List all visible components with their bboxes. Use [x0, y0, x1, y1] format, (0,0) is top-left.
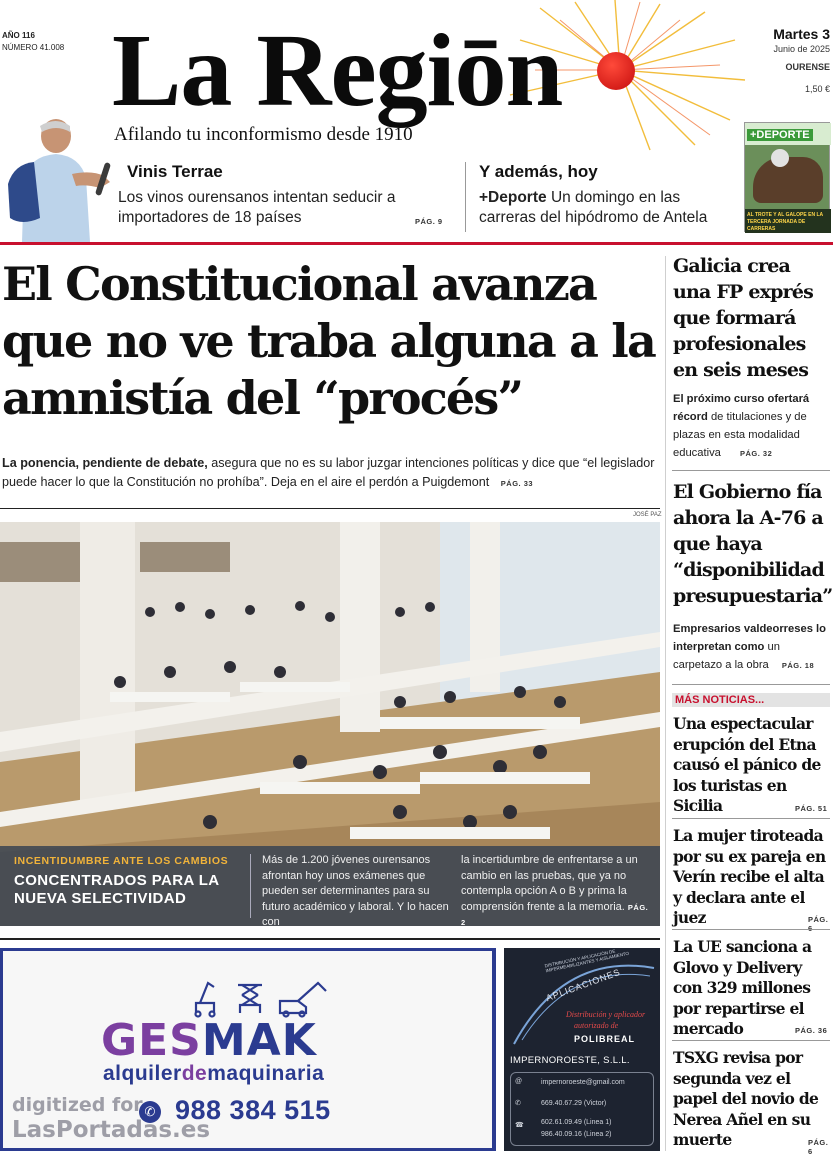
sidebar-sub-fp [673, 390, 831, 463]
ad-impernoroeste[interactable] [504, 948, 660, 1151]
watermark-line1: digitized for [12, 1094, 143, 1116]
lead-standfirst [2, 454, 662, 493]
more-news-rule-1 [672, 818, 830, 819]
imper-phone2[interactable]: 602.61.09.49 (Linea 1) [541, 1119, 612, 1126]
more-news-etna[interactable]: Una espectacular erupción del Etna causó el pánico de los turistas en Sicilia [673, 714, 821, 815]
price: 1,50 € [804, 84, 830, 94]
supplement-text: AL TROTE Y AL GALOPE EN LA TERCERA JORNADA DE CARRERAS [745, 209, 831, 233]
teaser-divider [465, 162, 466, 232]
caption-text-col2-body: la incertidumbre de enfrentarse a un cambio en las pruebas, que ya no contempla opción A o B y prima la comprensión frente a la memoria. [461, 854, 638, 913]
teaser-kicker-deporte: +Deporte [479, 189, 547, 206]
page-ref-vinis: PÁG. 9 [415, 217, 443, 226]
watermark [12, 1094, 210, 1144]
teaser-title-vinis[interactable]: Vinis Terrae [127, 162, 223, 181]
more-news-verin-page: PÁG. [808, 915, 829, 924]
teaser-text-vinis: Los vinos ourensanos intentan seducir a importadores de 18 países [118, 189, 396, 226]
more-news-glovo[interactable]: La UE sanciona a Glovo y Delivery con 329 millones por repartirse el mercado [673, 937, 812, 1038]
imper-brand: POLIBREAL [574, 1034, 636, 1044]
photo-caption-bar [0, 846, 660, 926]
date-day: Martes 3 [773, 26, 830, 42]
lead-standfirst-text: asegura que no es su labor juzgar intenciones políticas y dice que “el legislador puede hacer lo que la Constitución no prohíba”. Deja en el aire el perdón a Puigdemont [2, 456, 655, 489]
imper-landline-icon: ☎ [515, 1122, 524, 1129]
gesmak-sub-c: maquinaria [207, 1062, 325, 1085]
year-label: AÑO 116 [2, 31, 35, 40]
caption-title[interactable]: CONCENTRADOS PARA LA NUEVA SELECTIVIDAD [14, 872, 219, 907]
lead-headline[interactable]: El Constitucional avanza que no ve traba alguna a la amnistía del “procés” [2, 257, 655, 425]
teaser-title-ademas[interactable]: Y además, hoy [479, 162, 598, 181]
imper-company: IMPERNOROESTE, S.L.L. [510, 1055, 630, 1066]
sidebar-rule-1 [672, 470, 830, 471]
sidebar-sub-a76-text: un carpetazo a la obra [673, 641, 780, 671]
caption-divider [250, 854, 251, 918]
more-news-rule-2 [672, 929, 830, 930]
gesmak-brand [101, 1017, 317, 1065]
imper-mail-icon: @ [515, 1078, 523, 1085]
teaser-text-ademas [479, 188, 741, 228]
sidebar-sub-fp-bold1: El próximo curso ofertará [673, 393, 810, 405]
edition-city: OURENSE [785, 62, 830, 72]
imper-phone-icon: ✆ [515, 1100, 521, 1107]
lead-rule [0, 508, 660, 509]
sidebar-divider [665, 256, 666, 1151]
supplement-thumbnail[interactable] [744, 122, 830, 232]
more-news-label: MÁS NOTICIAS... [672, 693, 830, 707]
sidebar-page-a76: PÁG. 18 [781, 661, 815, 670]
more-news-etna-page: PÁG. 51 [795, 804, 828, 813]
sidebar-page-fp: PÁG. 32 [740, 449, 773, 458]
masthead-red-rule [0, 242, 833, 245]
gesmak-subtitle [103, 1062, 324, 1086]
sidebar-sub-fp-text: de titulaciones y de plazas en esta modalidad educativa [673, 411, 807, 459]
lead-page-ref: PÁG. 33 [500, 479, 534, 488]
watermark-line2: LasPortadas.es [12, 1117, 211, 1143]
imper-contact-box [510, 1072, 654, 1146]
sidebar-sub-a76-bold: Empresarios valdeorreses lo interpretan como [673, 623, 826, 653]
lead-standfirst-bold: La ponencia, pendiente de debate, [2, 456, 208, 470]
machinery-icons [188, 977, 338, 1017]
gesmak-brand-a: GES [101, 1015, 202, 1066]
more-news-rule-3 [672, 1040, 830, 1041]
gesmak-brand-b: MAK [201, 1015, 317, 1066]
imper-phone3[interactable]: 986.40.09.16 (Linea 2) [541, 1131, 612, 1138]
sidebar-sub-fp-bold2: récord [673, 411, 708, 423]
caption-kicker: INCENTIDUMBRE ANTE LOS CAMBIOS [14, 855, 229, 867]
tagline: Afilando tu inconformismo desde 1910 [114, 124, 413, 145]
imper-tag2: autorizado de [574, 1021, 619, 1030]
imper-phone1[interactable]: 669.40.67.29 (Victor) [541, 1100, 607, 1107]
gesmak-sub-a: alquiler [103, 1062, 182, 1085]
gesmak-phone[interactable]: 988 384 515 [175, 1095, 331, 1125]
imper-tag1: Distribución y aplicador [566, 1010, 646, 1019]
caption-text-col1: Más de 1.200 jóvenes ourensanos afrontan hoy unos exámenes que pueden ser determinantes para su futuro académico y laboral. Y lo hacen con [262, 854, 449, 928]
edition-meta [2, 30, 64, 54]
imper-email[interactable]: impernoroeste@gmail.com [541, 1079, 625, 1086]
sidebar-rule-2 [672, 684, 830, 685]
photo-credit: JOSÉ PAZ [633, 512, 662, 518]
ad-top-rule [0, 938, 660, 940]
caption-text-col2 [461, 853, 651, 931]
imper-arc-top: DISTRIBUCIÓN Y APLICACIÓN DE IMPERMEABILIZANTES Y AISLAMIENTO [544, 948, 630, 974]
phone-icon: ✆ [139, 1101, 161, 1123]
sidebar-headline-fp[interactable]: Galicia crea una FP exprés que formará profesionales en seis meses [673, 255, 814, 381]
more-news-tsxg-page: PÁG. 6 [808, 1138, 829, 1156]
logo-red-dot [597, 52, 635, 90]
teaser-body-deporte: Un domingo en las carreras del hipódromo de Antela [479, 189, 708, 226]
sidebar-headline-a76[interactable]: El Gobierno fía ahora la A-76 a que haya “disponibilidad presupuestaria” [673, 481, 833, 607]
more-news-tsxg[interactable]: TSXG revisa por segunda vez el papel del novio de Nerea Añel en su muerte [673, 1048, 819, 1149]
caption-page-ref: PÁG. 2 [461, 902, 649, 927]
date-month: Junio de 2025 [773, 44, 830, 54]
more-news-verin[interactable]: La mujer tiroteada por su ex pareja en Verín recibe el alta y declara ante el juez [673, 826, 826, 927]
newspaper-logo[interactable]: La Regiōn [112, 13, 563, 128]
gesmak-sub-b: de [181, 1062, 208, 1085]
supplement-label: +DEPORTE [747, 129, 813, 141]
more-news-glovo-page: PÁG. 36 [795, 1026, 828, 1035]
imper-arc-label: APLICACIONES [544, 966, 622, 1004]
sidebar-sub-a76 [673, 620, 831, 675]
teaser-photo-man [0, 118, 118, 242]
issue-number: NÚMERO 41.008 [2, 43, 65, 52]
date-box [744, 28, 830, 96]
